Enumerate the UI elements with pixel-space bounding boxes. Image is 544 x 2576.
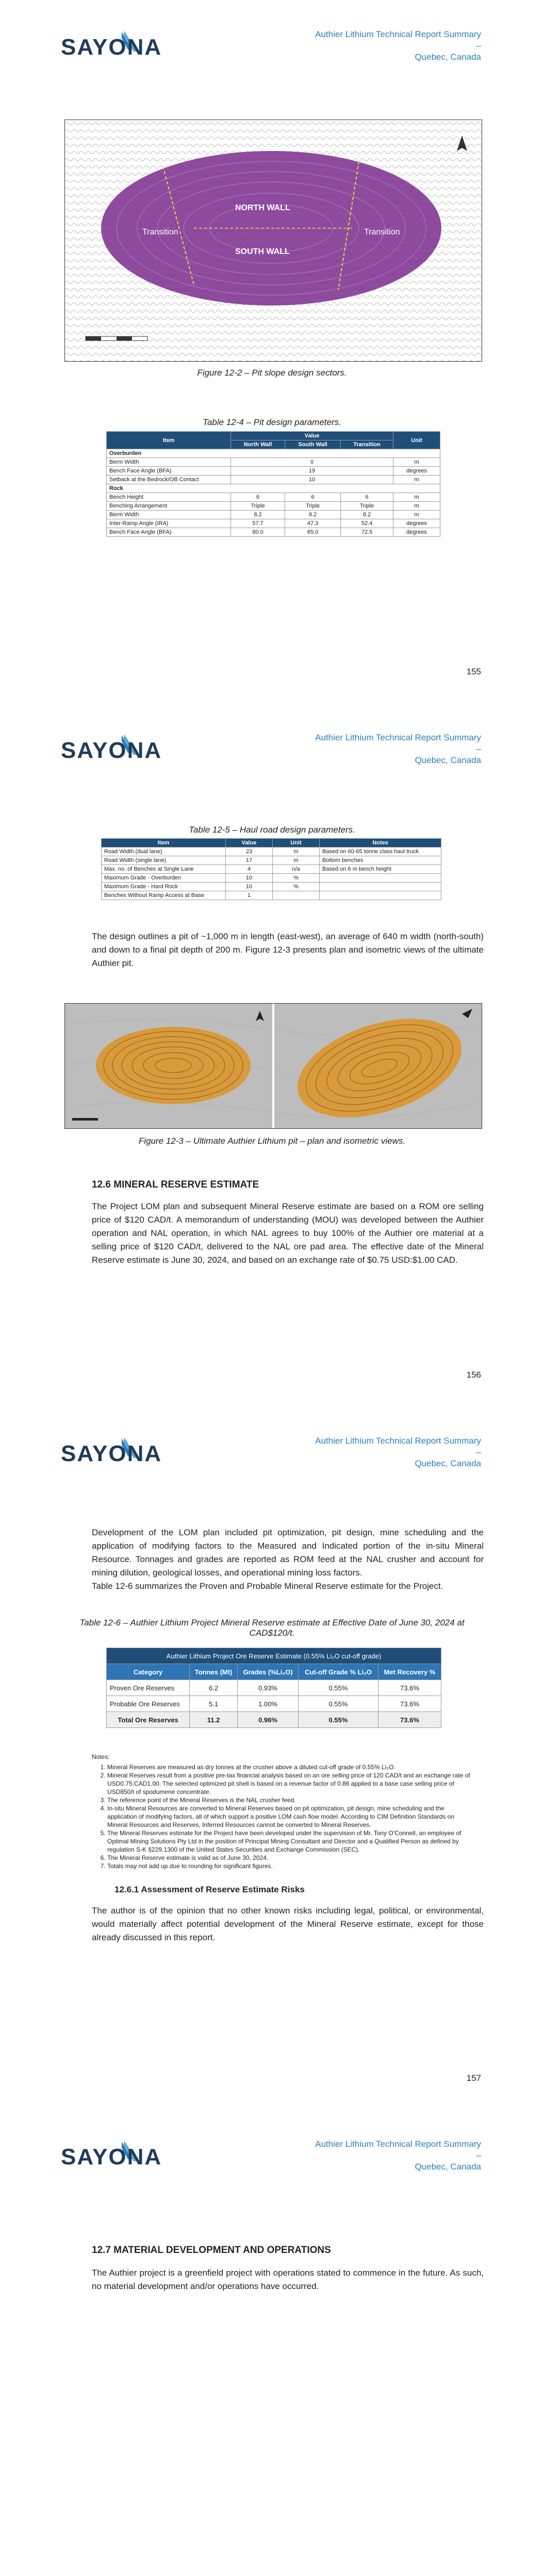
page-number: 156 — [466, 1370, 481, 1380]
transition-left-label: Transition — [142, 228, 178, 236]
page-156 — [0, 703, 544, 1406]
paragraph: The design outlines a pit of ~1,000 m in length (east-west), an average of 640 m width (north-south) and down to a final pit depth of 200 m. Figure 12-3 presents plan and isometric views of the ultimate Authier pit. — [92, 931, 484, 968]
reserve-estimate-table: Authier Lithium Project Ore Reserve Estimate (0.55% Li₂O cut-off grade) Category Tonnes (Mt) Grades (%Li₂O) Cut-off Grade % Li₂O Met Recovery % Proven Ore Reserves 6.2 0.93% 0.55% 73.6% Probable Ore Reserves 5.1 1.00% 0.55% 73.6% Total Ore Reserves 11.2 0.96% 0.55% 73.6% — [106, 1648, 441, 1728]
section-heading: 12.7 MATERIAL DEVELOPMENT AND OPERATIONS — [92, 2245, 331, 2256]
page-155 — [0, 0, 544, 703]
note-item: 6. The Mineral Reserve estimate is valid as of June 30, 2024. — [107, 1854, 473, 1862]
scale-bar — [72, 1118, 98, 1121]
table-row: Bench Face Angle (BFA) 80.0 65.0 72.5 degrees — [107, 528, 440, 537]
note-item: 2. Mineral Reserves result from a positive pre-tax financial analysis based on an ore selling price of 120 CAD/t and an exchange rate of USD0.75:CAD1.00. The selected optimized pit shell is based on a revenue factor of 0.86 applied to a base case selling price of USD850/t of spodumene concentrate. — [107, 1771, 473, 1796]
sayona-logo — [60, 732, 163, 763]
figure-ultimate-pit — [64, 1003, 482, 1129]
haul-road-table: Item Value Unit Notes Road Width (dual lane) 23 m Based on 60-65 tonne class haul truck Road Width (single lane) 17 m Bottom benches Max. no. of Benches at Single Lane 4 n/a Based on 6 m bench height Maximum Grade - Overburden 10 % Maximum Grade - Hard Rock 10 % Benches Without Ramp Access at Base 1 — [101, 838, 441, 900]
table-row: Bench Height 6 6 6 m — [107, 493, 440, 502]
figure-caption: Figure 12-2 – Pit slope design sectors. — [197, 368, 347, 378]
table-row: Max. no. of Benches at Single Lane 4 n/a Based on 6 m bench height — [102, 865, 441, 874]
paragraph: Table 12-6 summarizes the Proven and Probable Mineral Reserve estimate for the Project. — [92, 1581, 443, 1591]
svg-text:SAYONA: SAYONA — [61, 2144, 162, 2170]
note-item: 7. Totals may not add up due to rounding for significant figures. — [107, 1862, 473, 1870]
report-header: Authier Lithium Technical Report Summary – Quebec, Canada — [315, 29, 481, 62]
table-caption: Table 12-5 – Haul road design parameters. — [189, 825, 355, 835]
svg-text:SAYONA: SAYONA — [61, 1441, 162, 1466]
paragraph: The Project LOM plan and subsequent Mineral Reserve estimate are based on a ROM ore selling price of $120 CAD/t. A memorandum of understanding (MOU) was developed between the Authier operation and NAL operation, in which NAL agrees to buy 100% of the Authier ore material at a selling price of $120 CAD/t, delivered to the NAL ore pad area. The effective date of the Mineral Reserve estimate is June 30, 2024, and based on an exchange rate of $0.75 USD:$1.00 CAD. — [92, 1201, 484, 1265]
figure-pit-slope-sectors — [64, 120, 482, 362]
table-notes: Notes: 1. Mineral Reserves are measured as dry tonnes at the crusher above a diluted cut-off grade of 0.55% Li₂O. 2. Mineral Reserves result from a positive pre-tax financial analysis based on an ore selling price of 120 CAD/t and an exchange rate of USD0.75:CAD1.00. The selected optimized pit shell is based on a revenue factor of 0.86 applied to a base case selling price of USD850/t of spodumene concentrate. 3. The reference point of the Mineral Reserves is the NAL crusher feed. 4. In-situ Mineral Resources are converted to Mineral Reserves based on pit optimization, pit design, mine scheduling and the application of modifying factors, all of which support a positive LOM cash flow model. According to CIM Definition Standards on Mineral Resources and Reserves, Inferred Resources cannot be converted to Mineral Reserves. 5. The Mineral Reserves estimate for the Project have been developed under the supervision of Mr. Tony O'Connell, an employee of Optimal Mining Solutions Pty Ltd in the position of Principal Mining Consultant and Director and a Qualified Person as defined by regulation S-K §229.1300 of the United States Securities and Exchange Commission (SEC). 6. The Mineral Reserve estimate is valid as of June 30, 2024. 7. Totals may not add up due to rounding for significant figures. — [92, 1753, 473, 1870]
paragraph: The Authier project is a greenfield project with operations stated to commence in the future. As such, no material development and/or operations have occurred. — [92, 2268, 484, 2291]
page-number: 157 — [466, 2073, 481, 2083]
table-caption: Table 12-6 – Authier Lithium Project Mineral Reserve estimate at Effective Date of June 30, 2024 at CAD$120/t. — [79, 1618, 465, 1638]
table-row: Benching Arrangement Triple Triple Triple m — [107, 502, 440, 511]
table-row: Berm Width 0 m — [107, 458, 440, 467]
subsection-heading: 12.6.1 Assessment of Reserve Estimate Risks — [114, 1885, 305, 1894]
report-header: Authier Lithium Technical Report Summary – Quebec, Canada — [315, 1436, 481, 1468]
sayona-logo — [60, 2139, 163, 2170]
pit-design-table: Item Value Unit North Wall South Wall Transition Overburden Berm Width 0 m Bench Face Angle (BFA) 19 degrees Setback at the Bedrock/OB Contact 10 m Rock Bench Height 6 6 6 m Benching Arrangement Triple Triple Triple m Berm Width 8.2 8.2 8.2 m Inter-Ramp Angle (IRA) 57.7 47.3 52.4 degrees Bench Face Angle (BFA) 80.0 65.0 72.5 degrees — [106, 431, 440, 537]
sayona-logo — [60, 1435, 163, 1466]
table-row: Maximum Grade - Hard Rock 10 % — [102, 883, 441, 891]
note-item: 3. The reference point of the Mineral Reserves is the NAL crusher feed. — [107, 1796, 473, 1804]
table-row: Maximum Grade - Overburden 10 % — [102, 874, 441, 883]
table-row: Proven Ore Reserves 6.2 0.93% 0.55% 73.6% — [107, 1680, 441, 1696]
sayona-logo — [60, 29, 163, 60]
table-row: Road Width (dual lane) 23 m Based on 60-65 tonne class haul truck — [102, 848, 441, 856]
page-number: 155 — [466, 667, 481, 676]
page-157 — [0, 1406, 544, 2110]
pit-plan-view — [96, 1027, 251, 1104]
svg-text:SAYONA: SAYONA — [61, 35, 162, 60]
note-item: 1. Mineral Reserves are measured as dry tonnes at the crusher above a diluted cut-off grade of 0.55% Li₂O. — [107, 1763, 473, 1771]
svg-text:SAYONA: SAYONA — [61, 738, 162, 763]
north-wall-label: NORTH WALL — [235, 204, 290, 212]
table-row: Probable Ore Reserves 5.1 1.00% 0.55% 73.6% — [107, 1696, 441, 1712]
table-row: Inter-Ramp Angle (IRA) 57.7 47.3 52.4 degrees — [107, 519, 440, 528]
table-row: Setback at the Bedrock/OB Contact 10 m — [107, 476, 440, 484]
section-heading: 12.6 MINERAL RESERVE ESTIMATE — [92, 1179, 259, 1190]
figure-caption: Figure 12-3 – Ultimate Authier Lithium pit – plan and isometric views. — [138, 1136, 406, 1146]
transition-right-label: Transition — [364, 228, 400, 236]
report-header: Authier Lithium Technical Report Summary – Quebec, Canada — [315, 733, 481, 765]
paragraph: Development of the LOM plan included pit optimization, pit design, mine scheduling and the application of modifying factors to the Measured and Indicated portion of the in-situ Mineral Resource. Tonnages and grades are reported as ROM feed at the NAL crusher and account for mining dilution, geological losses, and operational mining loss factors. — [92, 1528, 484, 1578]
table-title: Authier Lithium Project Ore Reserve Estimate (0.55% Li₂O cut-off grade) — [107, 1648, 441, 1664]
table-caption: Table 12-4 – Pit design parameters. — [203, 417, 341, 427]
south-wall-label: SOUTH WALL — [235, 247, 290, 256]
table-row: Road Width (single lane) 17 m Bottom benches — [102, 856, 441, 865]
table-row: Benches Without Ramp Access at Base 1 — [102, 891, 441, 900]
report-header: Authier Lithium Technical Report Summary – Quebec, Canada — [315, 2139, 481, 2172]
table-total-row: Total Ore Reserves 11.2 0.96% 0.55% 73.6% — [107, 1712, 441, 1728]
page-158 — [0, 2110, 544, 2576]
note-item: 4. In-situ Mineral Resources are converted to Mineral Reserves based on pit optimization, pit design, mine scheduling and the application of modifying factors, all of which support a positive LOM cash flow model. According to CIM Definition Standards on Mineral Resources and Reserves, Inferred Resources cannot be converted to Mineral Reserves. — [107, 1804, 473, 1829]
table-row: Bench Face Angle (BFA) 19 degrees — [107, 467, 440, 476]
note-item: 5. The Mineral Reserves estimate for the Project have been developed under the supervision of Mr. Tony O'Connell, an employee of Optimal Mining Solutions Pty Ltd in the position of Principal Mining Consultant and Director and a Qualified Person as defined by regulation S-K §229.1300 of the United States Securities and Exchange Commission (SEC). — [107, 1829, 473, 1854]
paragraph: The author is of the opinion that no other known risks including legal, political, or environmental, would materially affect potential development of the Mineral Reserve estimate, except for those already discussed in this report. — [92, 1906, 484, 1942]
table-row: Berm Width 8.2 8.2 8.2 m — [107, 511, 440, 519]
